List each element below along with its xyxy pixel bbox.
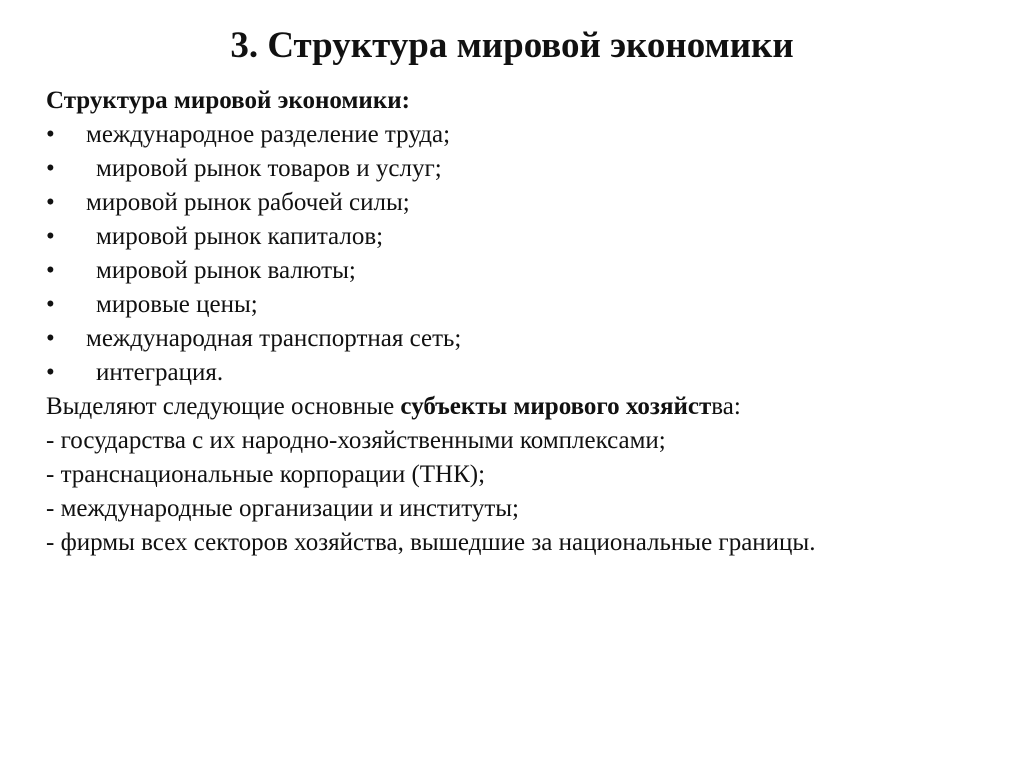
bullet-icon: • (46, 359, 55, 386)
bullet-icon: • (46, 155, 55, 182)
subject-item: - фирмы всех секторов хозяйства, вышедшие за национальные границы. (46, 529, 816, 556)
subject-item: - транснациональные корпорации (ТНК); (46, 461, 486, 488)
bullet-item (46, 152, 1006, 186)
subjects-intro (46, 390, 1006, 424)
bullet-item (46, 322, 1006, 356)
bullet-text: международная транспортная сеть; (86, 325, 462, 352)
bullet-text: мировой рынок товаров и услуг; (96, 155, 442, 182)
bullet-icon: • (46, 223, 55, 250)
bullet-item (46, 118, 1006, 152)
subject-item: - государства с их народно-хозяйственными комплексами; (46, 427, 666, 454)
bullet-text: мировой рынок валюты; (96, 257, 356, 284)
bullet-icon: • (46, 291, 55, 318)
bullet-icon: • (46, 189, 55, 216)
bullet-icon: • (46, 325, 55, 352)
subjects-intro-bold: субъекты мирового хозяйст (400, 393, 712, 420)
bullet-text: мировой рынок капиталов; (96, 223, 384, 250)
subjects-intro-end: ва: (711, 393, 741, 420)
bullet-text: мировые цены; (96, 291, 258, 318)
slide-content (46, 84, 1006, 560)
slide-title: 3. Структура мировой экономики (230, 25, 794, 66)
bullet-text: международное разделение труда; (86, 121, 451, 148)
bullet-item (46, 186, 1006, 220)
structure-subheading: Структура мировой экономики: (46, 87, 410, 114)
bullet-icon: • (46, 121, 55, 148)
subject-item: - международные организации и институты; (46, 495, 519, 522)
bullet-item (46, 356, 1006, 390)
bullet-icon: • (46, 257, 55, 284)
bullet-text: мировой рынок рабочей силы; (86, 189, 410, 216)
bullet-text: интеграция. (96, 359, 224, 386)
bullet-item (46, 288, 1006, 322)
subjects-intro-text: Выделяют следующие основные (46, 393, 401, 420)
bullet-item (46, 220, 1006, 254)
bullet-item (46, 254, 1006, 288)
